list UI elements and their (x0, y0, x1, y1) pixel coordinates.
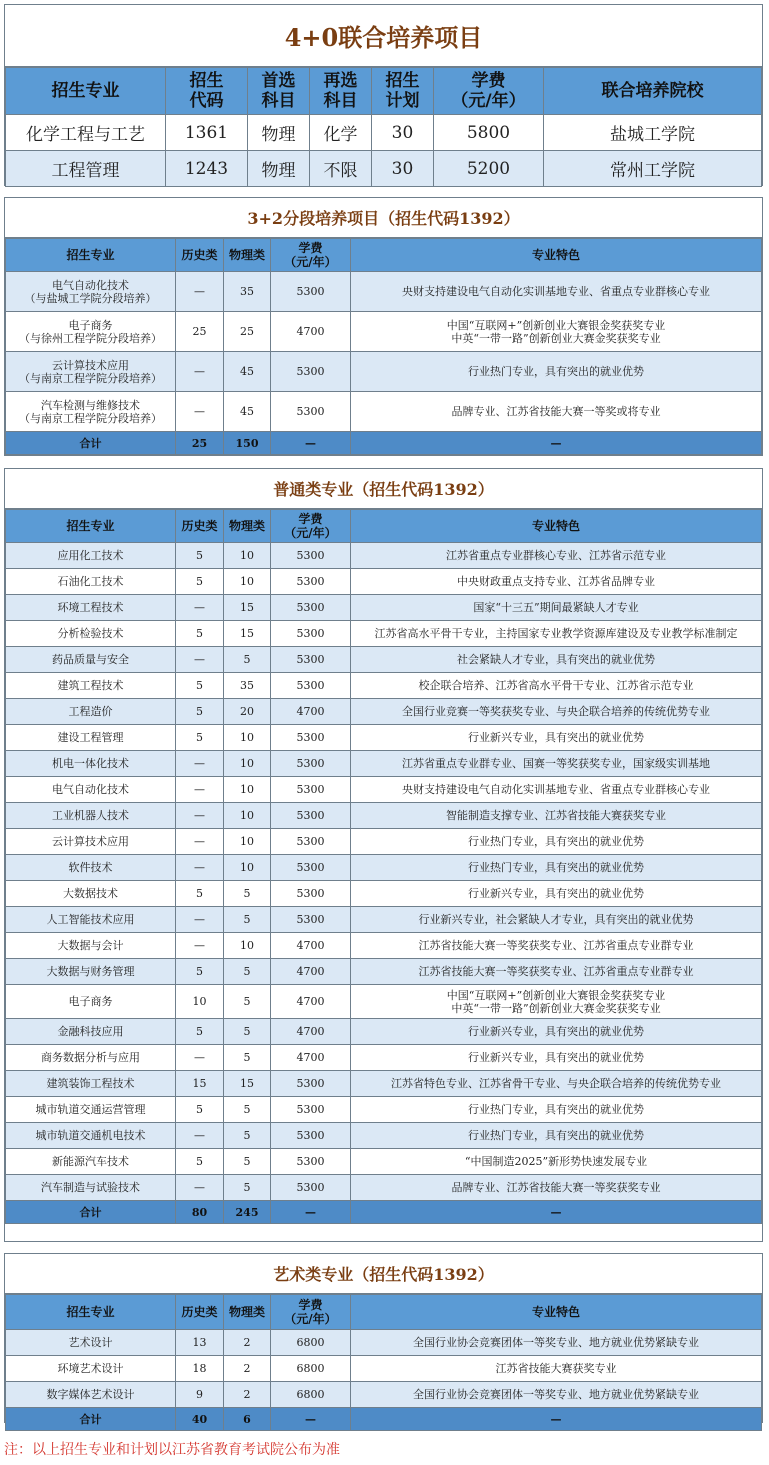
header-first-subject: 首选 科目 (248, 68, 310, 115)
cell-feature: 行业新兴专业，具有突出的就业优势 (351, 881, 762, 907)
cell-major: 建筑工程技术 (6, 673, 176, 699)
segmented-program-table (5, 238, 762, 455)
cell-major: 化学工程与工艺 (6, 115, 166, 151)
table-row (6, 647, 762, 673)
cell-physics: 2 (224, 1382, 271, 1408)
cell-history: 5 (176, 959, 224, 985)
header-second-subject: 再选 科目 (310, 68, 372, 115)
cell-major: 电气自动化技术 (6, 777, 176, 803)
cell-major: 艺术设计 (6, 1330, 176, 1356)
cell-feature: 行业热门专业，具有突出的就业优势 (351, 1123, 762, 1149)
cell-physics: 10 (224, 933, 271, 959)
cell-major: 应用化工技术 (6, 543, 176, 569)
cell-history: 5 (176, 621, 224, 647)
art-majors-section (4, 1253, 763, 1426)
table-row (6, 1149, 762, 1175)
cell-major: 电子商务 （与徐州工程学院分段培养） (6, 312, 176, 352)
total-label: 合计 (6, 1201, 176, 1224)
cell-tuition: 5300 (271, 1071, 351, 1097)
cell-major: 大数据与会计 (6, 933, 176, 959)
section-title: 3+2分段培养项目（招生代码1392） (5, 198, 762, 238)
segmented-program-3plus2-section (4, 197, 763, 456)
cell-major: 商务数据分析与应用 (6, 1045, 176, 1071)
cell-tuition: 5300 (271, 673, 351, 699)
cell-major: 大数据与财务管理 (6, 959, 176, 985)
cell-tuition: 5300 (271, 1149, 351, 1175)
table-row (6, 673, 762, 699)
cell-major: 城市轨道交通运营管理 (6, 1097, 176, 1123)
cell-major: 环境艺术设计 (6, 1356, 176, 1382)
cell-history: — (176, 392, 224, 432)
header-history: 历史类 (176, 510, 224, 543)
cell-feature: “中国制造2025”新形势快速发展专业 (351, 1149, 762, 1175)
cell-feature: 全国行业协会竞赛团体一等奖专业、地方就业优势紧缺专业 (351, 1330, 762, 1356)
cell-physics: 35 (224, 673, 271, 699)
cell-physics: 10 (224, 725, 271, 751)
cell-feature: 全国行业协会竞赛团体一等奖专业、地方就业优势紧缺专业 (351, 1382, 762, 1408)
header-feature: 专业特色 (351, 239, 762, 272)
cell-major: 电子商务 (6, 985, 176, 1019)
cell-feature: — (351, 1408, 762, 1431)
cell-history: — (176, 751, 224, 777)
cell-history: — (176, 595, 224, 621)
cell-feature: 行业热门专业，具有突出的就业优势 (351, 829, 762, 855)
table-row (6, 699, 762, 725)
cell-physics: 5 (224, 985, 271, 1019)
cell-major: 软件技术 (6, 855, 176, 881)
cell-history: — (176, 272, 224, 312)
cell-feature: 江苏省重点专业群专业、国赛一等奖获奖专业，国家级实训基地 (351, 751, 762, 777)
cell-history: — (176, 352, 224, 392)
cell-major: 汽车制造与试验技术 (6, 1175, 176, 1201)
table-row (6, 803, 762, 829)
header-tuition: 学费 （元/年） (271, 1295, 351, 1330)
cell-feature: 校企联合培养、江苏省高水平骨干专业、江苏省示范专业 (351, 673, 762, 699)
cell-tuition: 5300 (271, 907, 351, 933)
cell-physics: 2 (224, 1330, 271, 1356)
cell-partner-school: 常州工学院 (544, 151, 762, 187)
cell-major: 工程管理 (6, 151, 166, 187)
cell-tuition: 5300 (271, 543, 351, 569)
table-row (6, 569, 762, 595)
cell-feature: 中国“互联网+”创新创业大赛银金奖获奖专业 中英“一带一路”创新创业大赛金奖获奖专业 (351, 985, 762, 1019)
header-tuition: 学费 （元/年） (434, 68, 544, 115)
cell-tuition: 5300 (271, 352, 351, 392)
cell-history: 5 (176, 1097, 224, 1123)
cell-plan: 30 (372, 115, 434, 151)
section-title: 4+0联合培养项目 (5, 5, 762, 67)
table-row (6, 1019, 762, 1045)
header-partner-school: 联合培养院校 (544, 68, 762, 115)
table-row (6, 959, 762, 985)
cell-physics: 10 (224, 855, 271, 881)
cell-tuition: 5300 (271, 855, 351, 881)
general-majors-table (5, 509, 762, 1224)
cell-history: — (176, 1175, 224, 1201)
cell-feature: 江苏省特色专业、江苏省骨干专业、与央企联合培养的传统优势专业 (351, 1071, 762, 1097)
cell-feature: 江苏省重点专业群核心专业、江苏省示范专业 (351, 543, 762, 569)
cell-physics: 5 (224, 1019, 271, 1045)
cell-feature: 江苏省技能大赛一等奖获奖专业、江苏省重点专业群专业 (351, 959, 762, 985)
section-title: 艺术类专业（招生代码1392） (5, 1254, 762, 1294)
cell-feature: 社会紧缺人才专业，具有突出的就业优势 (351, 647, 762, 673)
cell-history: — (176, 1123, 224, 1149)
cell-tuition: 4700 (271, 312, 351, 352)
cell-feature: 中国“互联网+”创新创业大赛银金奖获奖专业 中英“一带一路”创新创业大赛金奖获奖专业 (351, 312, 762, 352)
header-major: 招生专业 (6, 510, 176, 543)
cell-major: 石油化工技术 (6, 569, 176, 595)
cell-physics: 10 (224, 829, 271, 855)
cell-major: 工程造价 (6, 699, 176, 725)
cell-tuition: 4700 (271, 959, 351, 985)
table-row (6, 1045, 762, 1071)
cell-tuition: 5800 (434, 115, 544, 151)
table-row (6, 855, 762, 881)
cell-physics: 35 (224, 272, 271, 312)
cell-feature: 国家“十三五”期间最紧缺人才专业 (351, 595, 762, 621)
cell-tuition: 5300 (271, 777, 351, 803)
general-majors-section (4, 468, 763, 1242)
cell-history: 5 (176, 1019, 224, 1045)
cell-physics: 245 (224, 1201, 271, 1224)
cell-history: — (176, 829, 224, 855)
cell-feature: 央财支持建设电气自动化实训基地专业、省重点专业群核心专业 (351, 777, 762, 803)
table-row (6, 1123, 762, 1149)
cell-history: — (176, 855, 224, 881)
cell-history: 9 (176, 1382, 224, 1408)
cell-tuition: 5300 (271, 751, 351, 777)
cell-history: 5 (176, 699, 224, 725)
cell-history: — (176, 647, 224, 673)
table-row (6, 1175, 762, 1201)
cell-plan: 30 (372, 151, 434, 187)
cell-feature: 中央财政重点支持专业、江苏省品牌专业 (351, 569, 762, 595)
cell-physics: 5 (224, 1175, 271, 1201)
cell-tuition: 5300 (271, 725, 351, 751)
cell-physics: 5 (224, 1149, 271, 1175)
cell-physics: 5 (224, 959, 271, 985)
cell-history: 5 (176, 543, 224, 569)
cell-physics: 2 (224, 1356, 271, 1382)
cell-history: — (176, 803, 224, 829)
cell-physics: 5 (224, 1123, 271, 1149)
cell-history: — (176, 907, 224, 933)
cell-tuition: 5300 (271, 803, 351, 829)
table-row (6, 1382, 762, 1408)
cell-feature: 行业新兴专业，具有突出的就业优势 (351, 1019, 762, 1045)
cell-tuition: 5300 (271, 829, 351, 855)
cell-feature: 品牌专业、江苏省技能大赛一等奖获奖专业 (351, 1175, 762, 1201)
cell-second-subject: 不限 (310, 151, 372, 187)
cell-history: 40 (176, 1408, 224, 1431)
header-major: 招生专业 (6, 239, 176, 272)
cell-major: 金融科技应用 (6, 1019, 176, 1045)
cell-physics: 5 (224, 907, 271, 933)
cell-major: 城市轨道交通机电技术 (6, 1123, 176, 1149)
cell-major: 云计算技术应用 （与南京工程学院分段培养） (6, 352, 176, 392)
cell-physics: 10 (224, 569, 271, 595)
cell-feature: 行业热门专业，具有突出的就业优势 (351, 1097, 762, 1123)
cell-history: — (176, 1045, 224, 1071)
table-row (6, 543, 762, 569)
cell-feature: 全国行业竞赛一等奖获奖专业、与央企联合培养的传统优势专业 (351, 699, 762, 725)
cell-tuition: 5300 (271, 595, 351, 621)
cell-major: 药品质量与安全 (6, 647, 176, 673)
table-header-row (6, 239, 762, 272)
cell-history: 25 (176, 432, 224, 455)
cell-history: 5 (176, 725, 224, 751)
cell-tuition: 5300 (271, 1123, 351, 1149)
table-row (6, 621, 762, 647)
cell-feature: 行业新兴专业，社会紧缺人才专业，具有突出的就业优势 (351, 907, 762, 933)
table-total-row (6, 1201, 762, 1224)
table-row (6, 829, 762, 855)
cell-physics: 45 (224, 352, 271, 392)
cell-tuition: — (271, 1408, 351, 1431)
cell-physics: 15 (224, 595, 271, 621)
table-total-row (6, 432, 762, 455)
cell-first-subject: 物理 (248, 151, 310, 187)
cell-tuition: 6800 (271, 1382, 351, 1408)
cell-feature: 智能制造支撑专业、江苏省技能大赛获奖专业 (351, 803, 762, 829)
header-major: 招生专业 (6, 68, 166, 115)
cell-major: 建筑装饰工程技术 (6, 1071, 176, 1097)
cell-physics: 25 (224, 312, 271, 352)
table-header-row (6, 68, 762, 115)
cell-physics: 10 (224, 803, 271, 829)
table-header-row (6, 510, 762, 543)
header-physics: 物理类 (224, 510, 271, 543)
cell-physics: 15 (224, 621, 271, 647)
cell-physics: 10 (224, 751, 271, 777)
table-row (6, 1356, 762, 1382)
cell-history: 18 (176, 1356, 224, 1382)
cell-second-subject: 化学 (310, 115, 372, 151)
cell-tuition: 4700 (271, 985, 351, 1019)
cell-physics: 10 (224, 777, 271, 803)
total-label: 合计 (6, 432, 176, 455)
cell-physics: 10 (224, 543, 271, 569)
header-feature: 专业特色 (351, 1295, 762, 1330)
total-label: 合计 (6, 1408, 176, 1431)
joint-program-table (5, 67, 762, 187)
cell-major: 云计算技术应用 (6, 829, 176, 855)
cell-major: 新能源汽车技术 (6, 1149, 176, 1175)
header-plan: 招生 计划 (372, 68, 434, 115)
cell-feature: 行业新兴专业，具有突出的就业优势 (351, 725, 762, 751)
cell-tuition: 6800 (271, 1330, 351, 1356)
cell-major: 分析检验技术 (6, 621, 176, 647)
cell-physics: 5 (224, 881, 271, 907)
cell-history: 80 (176, 1201, 224, 1224)
header-history: 历史类 (176, 1295, 224, 1330)
table-row (6, 881, 762, 907)
cell-history: 15 (176, 1071, 224, 1097)
cell-history: 5 (176, 881, 224, 907)
cell-tuition: — (271, 432, 351, 455)
cell-history: — (176, 777, 224, 803)
header-feature: 专业特色 (351, 510, 762, 543)
cell-feature: — (351, 1201, 762, 1224)
table-row (6, 1330, 762, 1356)
cell-major: 机电一体化技术 (6, 751, 176, 777)
cell-feature: 江苏省技能大赛获奖专业 (351, 1356, 762, 1382)
table-row (6, 907, 762, 933)
cell-tuition: 5300 (271, 621, 351, 647)
cell-major: 数字媒体艺术设计 (6, 1382, 176, 1408)
cell-major: 环境工程技术 (6, 595, 176, 621)
cell-code: 1361 (166, 115, 248, 151)
cell-partner-school: 盐城工学院 (544, 115, 762, 151)
cell-major: 电气自动化技术 （与盐城工学院分段培养） (6, 272, 176, 312)
cell-tuition: 4700 (271, 933, 351, 959)
cell-physics: 150 (224, 432, 271, 455)
cell-major: 工业机器人技术 (6, 803, 176, 829)
cell-tuition: 5200 (434, 151, 544, 187)
table-row (6, 151, 762, 187)
cell-physics: 5 (224, 647, 271, 673)
cell-physics: 6 (224, 1408, 271, 1431)
header-physics: 物理类 (224, 239, 271, 272)
section-title: 普通类专业（招生代码1392） (5, 469, 762, 509)
cell-physics: 5 (224, 1045, 271, 1071)
header-code: 招生 代码 (166, 68, 248, 115)
table-row (6, 115, 762, 151)
cell-major: 大数据技术 (6, 881, 176, 907)
table-row (6, 1071, 762, 1097)
cell-tuition: 5300 (271, 1097, 351, 1123)
table-total-row (6, 1408, 762, 1431)
table-row (6, 312, 762, 352)
cell-history: — (176, 933, 224, 959)
cell-feature: 江苏省高水平骨干专业，主持国家专业教学资源库建设及专业教学标准制定 (351, 621, 762, 647)
cell-feature: 行业热门专业，具有突出的就业优势 (351, 855, 762, 881)
cell-physics: 20 (224, 699, 271, 725)
cell-physics: 5 (224, 1097, 271, 1123)
cell-major: 人工智能技术应用 (6, 907, 176, 933)
cell-tuition: 4700 (271, 1045, 351, 1071)
table-row (6, 595, 762, 621)
cell-tuition: 4700 (271, 699, 351, 725)
cell-feature: 品牌专业、江苏省技能大赛一等奖或将专业 (351, 392, 762, 432)
cell-tuition: 5300 (271, 272, 351, 312)
cell-physics: 45 (224, 392, 271, 432)
header-history: 历史类 (176, 239, 224, 272)
cell-feature: 央财支持建设电气自动化实训基地专业、省重点专业群核心专业 (351, 272, 762, 312)
cell-history: 5 (176, 673, 224, 699)
cell-tuition: 4700 (271, 1019, 351, 1045)
cell-feature: 行业新兴专业，具有突出的就业优势 (351, 1045, 762, 1071)
table-row (6, 985, 762, 1019)
table-row (6, 272, 762, 312)
cell-tuition: — (271, 1201, 351, 1224)
cell-history: 10 (176, 985, 224, 1019)
table-row (6, 725, 762, 751)
cell-major: 汽车检测与维修技术 （与南京工程学院分段培养） (6, 392, 176, 432)
cell-history: 13 (176, 1330, 224, 1356)
cell-major: 建设工程管理 (6, 725, 176, 751)
joint-program-4plus0-section (4, 4, 763, 186)
cell-tuition: 5300 (271, 392, 351, 432)
table-row (6, 933, 762, 959)
header-major: 招生专业 (6, 1295, 176, 1330)
cell-history: 5 (176, 1149, 224, 1175)
cell-feature: — (351, 432, 762, 455)
cell-history: 5 (176, 569, 224, 595)
table-row (6, 777, 762, 803)
cell-first-subject: 物理 (248, 115, 310, 151)
cell-tuition: 5300 (271, 1175, 351, 1201)
table-header-row (6, 1295, 762, 1330)
header-tuition: 学费 （元/年） (271, 510, 351, 543)
cell-history: 25 (176, 312, 224, 352)
table-row (6, 392, 762, 432)
cell-tuition: 5300 (271, 647, 351, 673)
table-row (6, 1097, 762, 1123)
table-row (6, 751, 762, 777)
art-majors-table (5, 1294, 762, 1431)
footnote: 注：以上招生专业和计划以江苏省教育考试院公布为准 (4, 1442, 340, 1458)
cell-tuition: 5300 (271, 569, 351, 595)
cell-tuition: 5300 (271, 881, 351, 907)
cell-feature: 江苏省技能大赛一等奖获奖专业、江苏省重点专业群专业 (351, 933, 762, 959)
cell-feature: 行业热门专业，具有突出的就业优势 (351, 352, 762, 392)
header-physics: 物理类 (224, 1295, 271, 1330)
header-tuition: 学费 （元/年） (271, 239, 351, 272)
cell-physics: 15 (224, 1071, 271, 1097)
table-row (6, 352, 762, 392)
cell-code: 1243 (166, 151, 248, 187)
cell-tuition: 6800 (271, 1356, 351, 1382)
